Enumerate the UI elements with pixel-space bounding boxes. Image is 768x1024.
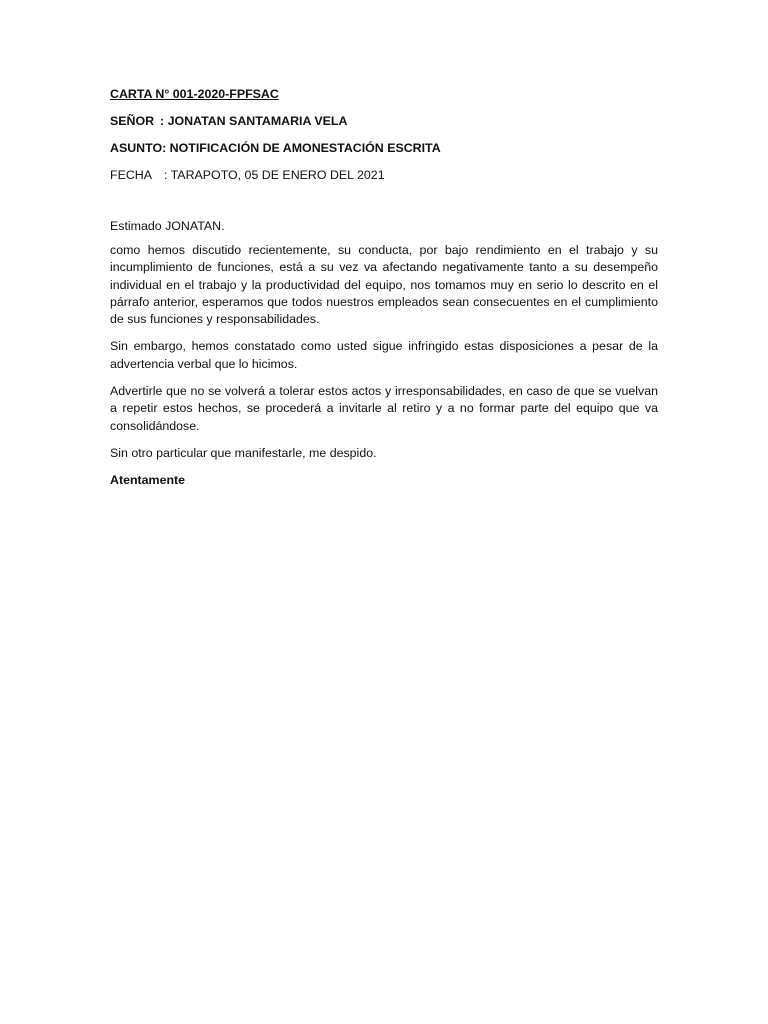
letter-title: CARTA N° 001-2020-FPFSAC bbox=[110, 87, 279, 101]
letter-document bbox=[110, 84, 658, 489]
closing-line: Atentamente bbox=[110, 472, 186, 487]
subject-label: ASUNTO: bbox=[110, 141, 167, 155]
recipient-value: : JONATAN SANTAMARIA VELA bbox=[160, 114, 348, 128]
body-paragraph-1: como hemos discutido recientemente, su conducta, por bajo rendimiento en el trabajo y su incumplimiento de funciones, está a su vez va afectando negativamente tanto a su desempeño individual en el trabajo y la productividad del equipo, nos tomamos muy en serio lo descrito en el párrafo anterior, esperamos que todos nuestros empleados sean consecuentes en el cumplimiento de sus funciones y responsabilidades. bbox=[110, 243, 658, 327]
body-paragraph-3: Advertirle que no se volverá a tolerar estos actos y irresponsabilidades, en caso de que se vuelvan a repetir estos hechos, se procederá a invitarle al retiro y a no formar parte del equipo que va consolidándose. bbox=[110, 384, 658, 433]
subject-value: NOTIFICACIÓN DE AMONESTACIÓN ESCRITA bbox=[169, 141, 441, 155]
recipient-label: SEÑOR bbox=[110, 114, 155, 128]
greeting: Estimado JONATAN. bbox=[110, 219, 225, 233]
subject-line bbox=[110, 138, 658, 158]
body-paragraph-2: Sin embargo, hemos constatado como usted sigue infringido estas disposiciones a pesar de la advertencia verbal que lo hicimos. bbox=[110, 339, 658, 371]
recipient-line bbox=[110, 111, 658, 131]
farewell-line: Sin otro particular que manifestarle, me despido. bbox=[110, 445, 377, 460]
date-label: FECHA bbox=[110, 168, 152, 182]
date-value: : TARAPOTO, 05 DE ENERO DEL 2021 bbox=[164, 168, 385, 182]
date-line bbox=[110, 165, 658, 185]
